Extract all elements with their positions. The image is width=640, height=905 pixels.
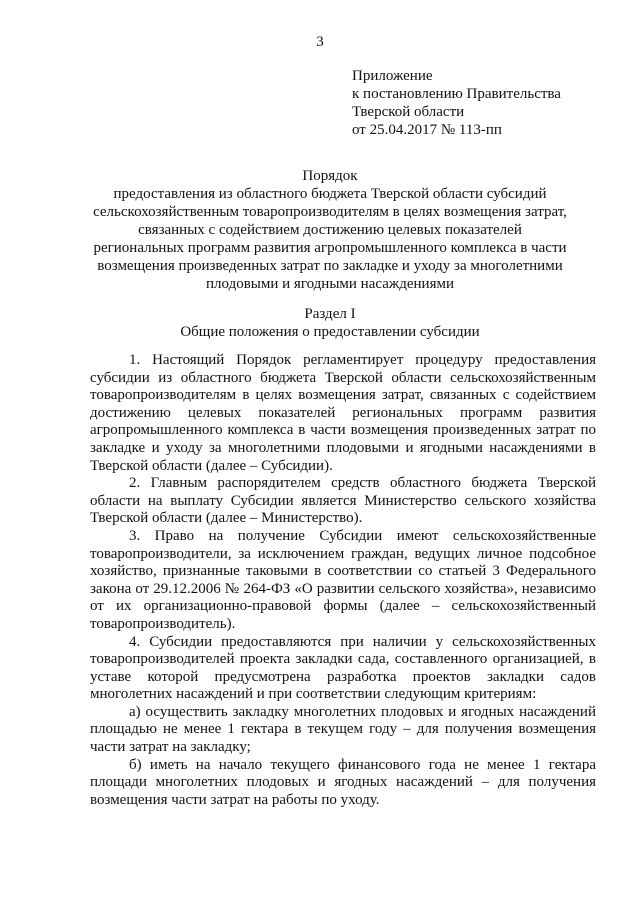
- title-line: региональных программ развития агропромышленного комплекса в части: [93, 240, 567, 256]
- title-line: возмещения произведенных затрат по закладке и уходу за многолетними: [97, 258, 563, 274]
- title-line: сельскохозяйственным товаропроизводителям в целях возмещения затрат,: [93, 204, 567, 220]
- paragraph-4: 4. Субсидии предоставляются при наличии у сельскохозяйственных товаропроизводителей проекта закладки сада, составленного организацией, в уставе которой предусмотрена разработка проектов закладки садов многолетних насаждений и при соответствии следующим критериям:: [90, 633, 596, 703]
- section-number: Раздел I: [304, 306, 356, 322]
- section-name: Общие положения о предоставлении субсидии: [180, 324, 480, 340]
- appendix-date-number: от 25.04.2017 № 113-пп: [352, 122, 502, 138]
- paragraph-2: 2. Главным распорядителем средств областного бюджета Тверской области на выплату Субсидии является Министерство сельского хозяйства Тверской области (далее – Министерство).: [90, 475, 596, 527]
- paragraph-4b: б) иметь на начало текущего финансового года не менее 1 гектара площади многолетних плодовых и ягодных насаждений – для получения возмещения части затрат на работы по уходу.: [90, 756, 596, 808]
- title-line: предоставления из областного бюджета Тверской области субсидий: [113, 186, 547, 202]
- title-line: плодовыми и ягодными насаждениями: [206, 276, 454, 292]
- paragraph-3: 3. Право на получение Субсидии имеют сельскохозяйственные товаропроизводители, за исключением граждан, ведущих личное подсобное хозяйство, признанные таковыми в соответствии со статьей 3 Федерального закона от 29.12.2006 № 264-ФЗ «О развитии сельского хозяйства», независимо от их организационно-правовой формы (далее – сельскохозяйственный товаропроизводитель).: [90, 527, 596, 632]
- section-heading: [60, 305, 600, 341]
- appendix-line: к постановлению Правительства: [352, 86, 561, 102]
- page-number: 3: [316, 34, 324, 50]
- appendix-block: [352, 67, 561, 139]
- paragraph-1: 1. Настоящий Порядок регламентирует процедуру предоставления субсидии из областного бюджета Тверской области сельскохозяйственным товаропроизводителям в целях возмещения затрат, связанных с содействием достижению целевых показателей региональных программ развития агропромышленного комплекса в части возмещения произведенных затрат по закладке и уходу за многолетними плодовыми и ягодными насаждениями в Тверской области (далее – Субсидии).: [90, 352, 596, 474]
- paragraph-4a: а) осуществить закладку многолетних плодовых и ягодных насаждений площадью не менее 1 гектара в текущем году – для получения возмещения части затрат на закладку;: [90, 703, 596, 756]
- appendix-line: Приложение: [352, 68, 433, 84]
- title-heading: Порядок: [302, 168, 358, 184]
- document-title: [60, 167, 600, 293]
- appendix-line: Тверской области: [352, 104, 465, 120]
- title-line: связанных с содействием достижению целевых показателей: [138, 222, 522, 238]
- body-text: [90, 352, 596, 809]
